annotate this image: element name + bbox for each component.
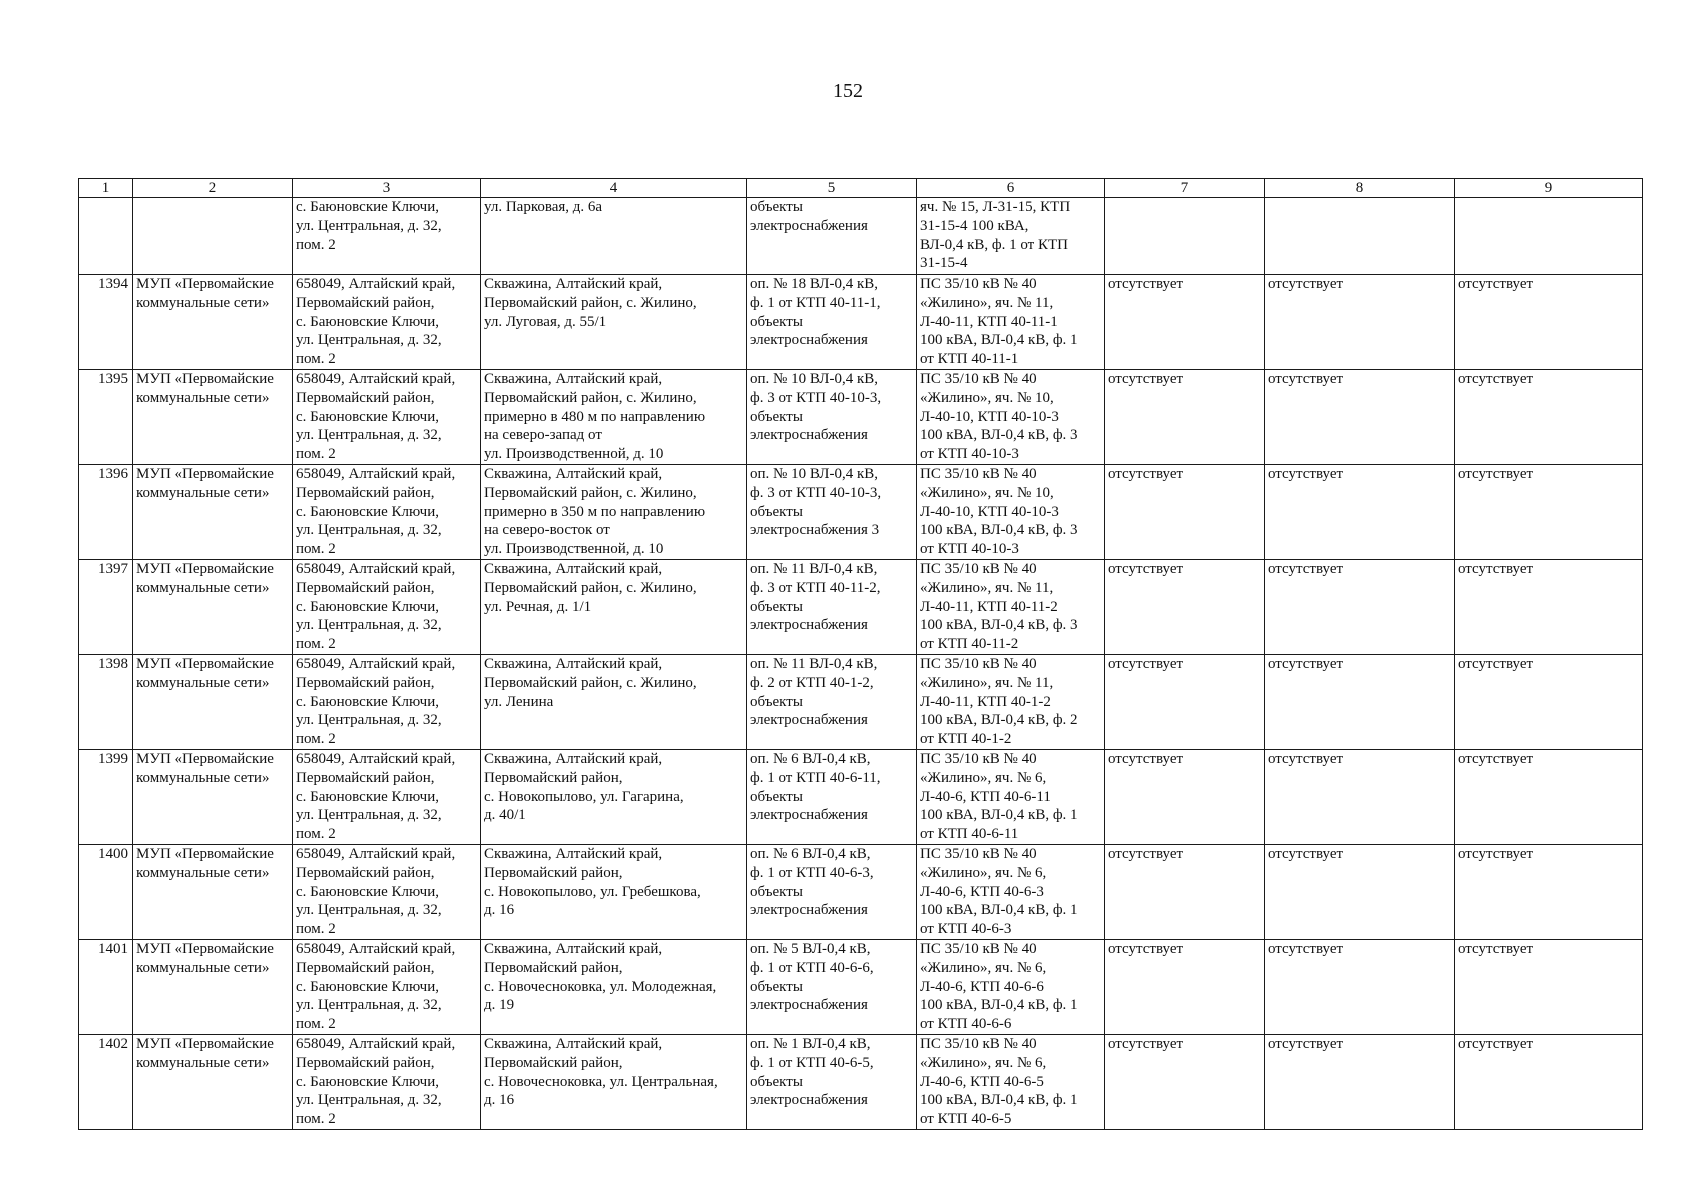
cell-address: 658049, Алтайский край, Первомайский район, с. Баюновские Ключи, ул. Центральная, д. 32, пом. 2 [293, 465, 481, 560]
table-row [79, 560, 1643, 655]
cell-connection: ПС 35/10 кВ № 40 «Жилино», яч. № 6, Л-40-6, КТП 40-6-11 100 кВА, ВЛ-0,4 кВ, ф. 1 от КТП 40-6-11 [917, 750, 1105, 845]
cell-location: Скважина, Алтайский край, Первомайский район, с. Жилино, ул. Речная, д. 1/1 [481, 560, 747, 655]
cell-col8: отсутствует [1265, 465, 1455, 560]
table-row [79, 370, 1643, 465]
cell-number: 1395 [79, 370, 133, 465]
cell-col7 [1105, 198, 1265, 275]
cell-col7: отсутствует [1105, 370, 1265, 465]
cell-number: 1400 [79, 845, 133, 940]
cell-number [79, 198, 133, 275]
column-header: 5 [747, 179, 917, 198]
table-row [79, 655, 1643, 750]
cell-location: Скважина, Алтайский край, Первомайский район, с. Жилино, ул. Луговая, д. 55/1 [481, 275, 747, 370]
cell-col8: отсутствует [1265, 750, 1455, 845]
cell-col9: отсутствует [1455, 370, 1643, 465]
cell-location: Скважина, Алтайский край, Первомайский район, с. Жилино, примерно в 350 м по направлению на северо-восток от ул. Производственной, д. 10 [481, 465, 747, 560]
cell-object: оп. № 5 ВЛ-0,4 кВ, ф. 1 от КТП 40-6-6, объекты электроснабжения [747, 940, 917, 1035]
cell-organization: МУП «Первомайские коммунальные сети» [133, 275, 293, 370]
cell-connection: ПС 35/10 кВ № 40 «Жилино», яч. № 11, Л-40-11, КТП 40-11-2 100 кВА, ВЛ-0,4 кВ, ф. 3 от КТП 40-11-2 [917, 560, 1105, 655]
column-header: 9 [1455, 179, 1643, 198]
cell-organization: МУП «Первомайские коммунальные сети» [133, 845, 293, 940]
cell-col8: отсутствует [1265, 1035, 1455, 1130]
cell-col9: отсутствует [1455, 655, 1643, 750]
cell-number: 1397 [79, 560, 133, 655]
cell-object: оп. № 11 ВЛ-0,4 кВ, ф. 3 от КТП 40-11-2, объекты электроснабжения [747, 560, 917, 655]
page-number: 152 [833, 80, 863, 102]
cell-col8: отсутствует [1265, 940, 1455, 1035]
cell-organization: МУП «Первомайские коммунальные сети» [133, 655, 293, 750]
cell-organization: МУП «Первомайские коммунальные сети» [133, 370, 293, 465]
cell-number: 1402 [79, 1035, 133, 1130]
cell-col8 [1265, 198, 1455, 275]
cell-address: с. Баюновские Ключи, ул. Центральная, д. 32, пом. 2 [293, 198, 481, 275]
cell-address: 658049, Алтайский край, Первомайский район, с. Баюновские Ключи, ул. Центральная, д. 32, пом. 2 [293, 940, 481, 1035]
cell-col7: отсутствует [1105, 465, 1265, 560]
cell-number: 1398 [79, 655, 133, 750]
cell-location: Скважина, Алтайский край, Первомайский район, с. Новокопылово, ул. Гребешкова, д. 16 [481, 845, 747, 940]
column-header: 2 [133, 179, 293, 198]
cell-connection: ПС 35/10 кВ № 40 «Жилино», яч. № 11, Л-40-11, КТП 40-11-1 100 кВА, ВЛ-0,4 кВ, ф. 1 от КТП 40-11-1 [917, 275, 1105, 370]
cell-col9: отсутствует [1455, 1035, 1643, 1130]
cell-address: 658049, Алтайский край, Первомайский район, с. Баюновские Ключи, ул. Центральная, д. 32, пом. 2 [293, 370, 481, 465]
column-header: 1 [79, 179, 133, 198]
cell-address: 658049, Алтайский край, Первомайский район, с. Баюновские Ключи, ул. Центральная, д. 32, пом. 2 [293, 275, 481, 370]
cell-col8: отсутствует [1265, 370, 1455, 465]
cell-col9: отсутствует [1455, 845, 1643, 940]
table-row [79, 940, 1643, 1035]
cell-col8: отсутствует [1265, 275, 1455, 370]
registry-table [78, 178, 1643, 1130]
cell-col9: отсутствует [1455, 560, 1643, 655]
cell-location: Скважина, Алтайский край, Первомайский район, с. Новочесноковка, ул. Центральная, д. 16 [481, 1035, 747, 1130]
cell-col7: отсутствует [1105, 750, 1265, 845]
cell-object: оп. № 18 ВЛ-0,4 кВ, ф. 1 от КТП 40-11-1, объекты электроснабжения [747, 275, 917, 370]
column-header: 8 [1265, 179, 1455, 198]
header-row [79, 179, 1643, 198]
cell-col9 [1455, 198, 1643, 275]
cell-col9: отсутствует [1455, 750, 1643, 845]
table-row [79, 1035, 1643, 1130]
table-row [79, 750, 1643, 845]
cell-location: Скважина, Алтайский край, Первомайский район, с. Новокопылово, ул. Гагарина, д. 40/1 [481, 750, 747, 845]
cell-object: оп. № 6 ВЛ-0,4 кВ, ф. 1 от КТП 40-6-3, объекты электроснабжения [747, 845, 917, 940]
cell-location: Скважина, Алтайский край, Первомайский район, с. Жилино, примерно в 480 м по направлению на северо-запад от ул. Производственной, д. 10 [481, 370, 747, 465]
cell-connection: ПС 35/10 кВ № 40 «Жилино», яч. № 6, Л-40-6, КТП 40-6-6 100 кВА, ВЛ-0,4 кВ, ф. 1 от КТП 40-6-6 [917, 940, 1105, 1035]
cell-col7: отсутствует [1105, 275, 1265, 370]
table-row-continuation [79, 198, 1643, 275]
table-row [79, 845, 1643, 940]
table-row [79, 275, 1643, 370]
cell-col7: отсутствует [1105, 560, 1265, 655]
column-header: 3 [293, 179, 481, 198]
cell-object: оп. № 1 ВЛ-0,4 кВ, ф. 1 от КТП 40-6-5, объекты электроснабжения [747, 1035, 917, 1130]
cell-connection: ПС 35/10 кВ № 40 «Жилино», яч. № 10, Л-40-10, КТП 40-10-3 100 кВА, ВЛ-0,4 кВ, ф. 3 от КТП 40-10-3 [917, 370, 1105, 465]
column-header: 6 [917, 179, 1105, 198]
cell-organization: МУП «Первомайские коммунальные сети» [133, 750, 293, 845]
cell-connection: ПС 35/10 кВ № 40 «Жилино», яч. № 6, Л-40-6, КТП 40-6-5 100 кВА, ВЛ-0,4 кВ, ф. 1 от КТП 40-6-5 [917, 1035, 1105, 1130]
cell-connection: ПС 35/10 кВ № 40 «Жилино», яч. № 11, Л-40-11, КТП 40-1-2 100 кВА, ВЛ-0,4 кВ, ф. 2 от КТП 40-1-2 [917, 655, 1105, 750]
cell-number: 1401 [79, 940, 133, 1035]
cell-col8: отсутствует [1265, 560, 1455, 655]
cell-address: 658049, Алтайский край, Первомайский район, с. Баюновские Ключи, ул. Центральная, д. 32, пом. 2 [293, 750, 481, 845]
column-header: 7 [1105, 179, 1265, 198]
cell-organization: МУП «Первомайские коммунальные сети» [133, 560, 293, 655]
cell-object: оп. № 10 ВЛ-0,4 кВ, ф. 3 от КТП 40-10-3, объекты электроснабжения 3 [747, 465, 917, 560]
cell-organization: МУП «Первомайские коммунальные сети» [133, 1035, 293, 1130]
cell-number: 1396 [79, 465, 133, 560]
cell-object: оп. № 10 ВЛ-0,4 кВ, ф. 3 от КТП 40-10-3, объекты электроснабжения [747, 370, 917, 465]
cell-number: 1394 [79, 275, 133, 370]
cell-connection: яч. № 15, Л-31-15, КТП 31-15-4 100 кВА, ВЛ-0,4 кВ, ф. 1 от КТП 31-15-4 [917, 198, 1105, 275]
cell-organization: МУП «Первомайские коммунальные сети» [133, 465, 293, 560]
cell-address: 658049, Алтайский край, Первомайский район, с. Баюновские Ключи, ул. Центральная, д. 32, пом. 2 [293, 655, 481, 750]
cell-organization: МУП «Первомайские коммунальные сети» [133, 940, 293, 1035]
cell-address: 658049, Алтайский край, Первомайский район, с. Баюновские Ключи, ул. Центральная, д. 32, пом. 2 [293, 845, 481, 940]
cell-col9: отсутствует [1455, 940, 1643, 1035]
cell-col7: отсутствует [1105, 845, 1265, 940]
cell-col8: отсутствует [1265, 655, 1455, 750]
cell-col7: отсутствует [1105, 940, 1265, 1035]
column-header: 4 [481, 179, 747, 198]
cell-object: оп. № 6 ВЛ-0,4 кВ, ф. 1 от КТП 40-6-11, объекты электроснабжения [747, 750, 917, 845]
cell-number: 1399 [79, 750, 133, 845]
cell-object: оп. № 11 ВЛ-0,4 кВ, ф. 2 от КТП 40-1-2, объекты электроснабжения [747, 655, 917, 750]
cell-col7: отсутствует [1105, 1035, 1265, 1130]
cell-connection: ПС 35/10 кВ № 40 «Жилино», яч. № 6, Л-40-6, КТП 40-6-3 100 кВА, ВЛ-0,4 кВ, ф. 1 от КТП 40-6-3 [917, 845, 1105, 940]
cell-col9: отсутствует [1455, 465, 1643, 560]
cell-address: 658049, Алтайский край, Первомайский район, с. Баюновские Ключи, ул. Центральная, д. 32, пом. 2 [293, 1035, 481, 1130]
cell-object: объекты электроснабжения [747, 198, 917, 275]
cell-col8: отсутствует [1265, 845, 1455, 940]
cell-organization [133, 198, 293, 275]
cell-location: Скважина, Алтайский край, Первомайский район, с. Новочесноковка, ул. Молодежная, д. 19 [481, 940, 747, 1035]
cell-location: ул. Парковая, д. 6а [481, 198, 747, 275]
cell-address: 658049, Алтайский край, Первомайский район, с. Баюновские Ключи, ул. Центральная, д. 32, пом. 2 [293, 560, 481, 655]
cell-location: Скважина, Алтайский край, Первомайский район, с. Жилино, ул. Ленина [481, 655, 747, 750]
table-row [79, 465, 1643, 560]
cell-connection: ПС 35/10 кВ № 40 «Жилино», яч. № 10, Л-40-10, КТП 40-10-3 100 кВА, ВЛ-0,4 кВ, ф. 3 от КТП 40-10-3 [917, 465, 1105, 560]
cell-col7: отсутствует [1105, 655, 1265, 750]
cell-col9: отсутствует [1455, 275, 1643, 370]
